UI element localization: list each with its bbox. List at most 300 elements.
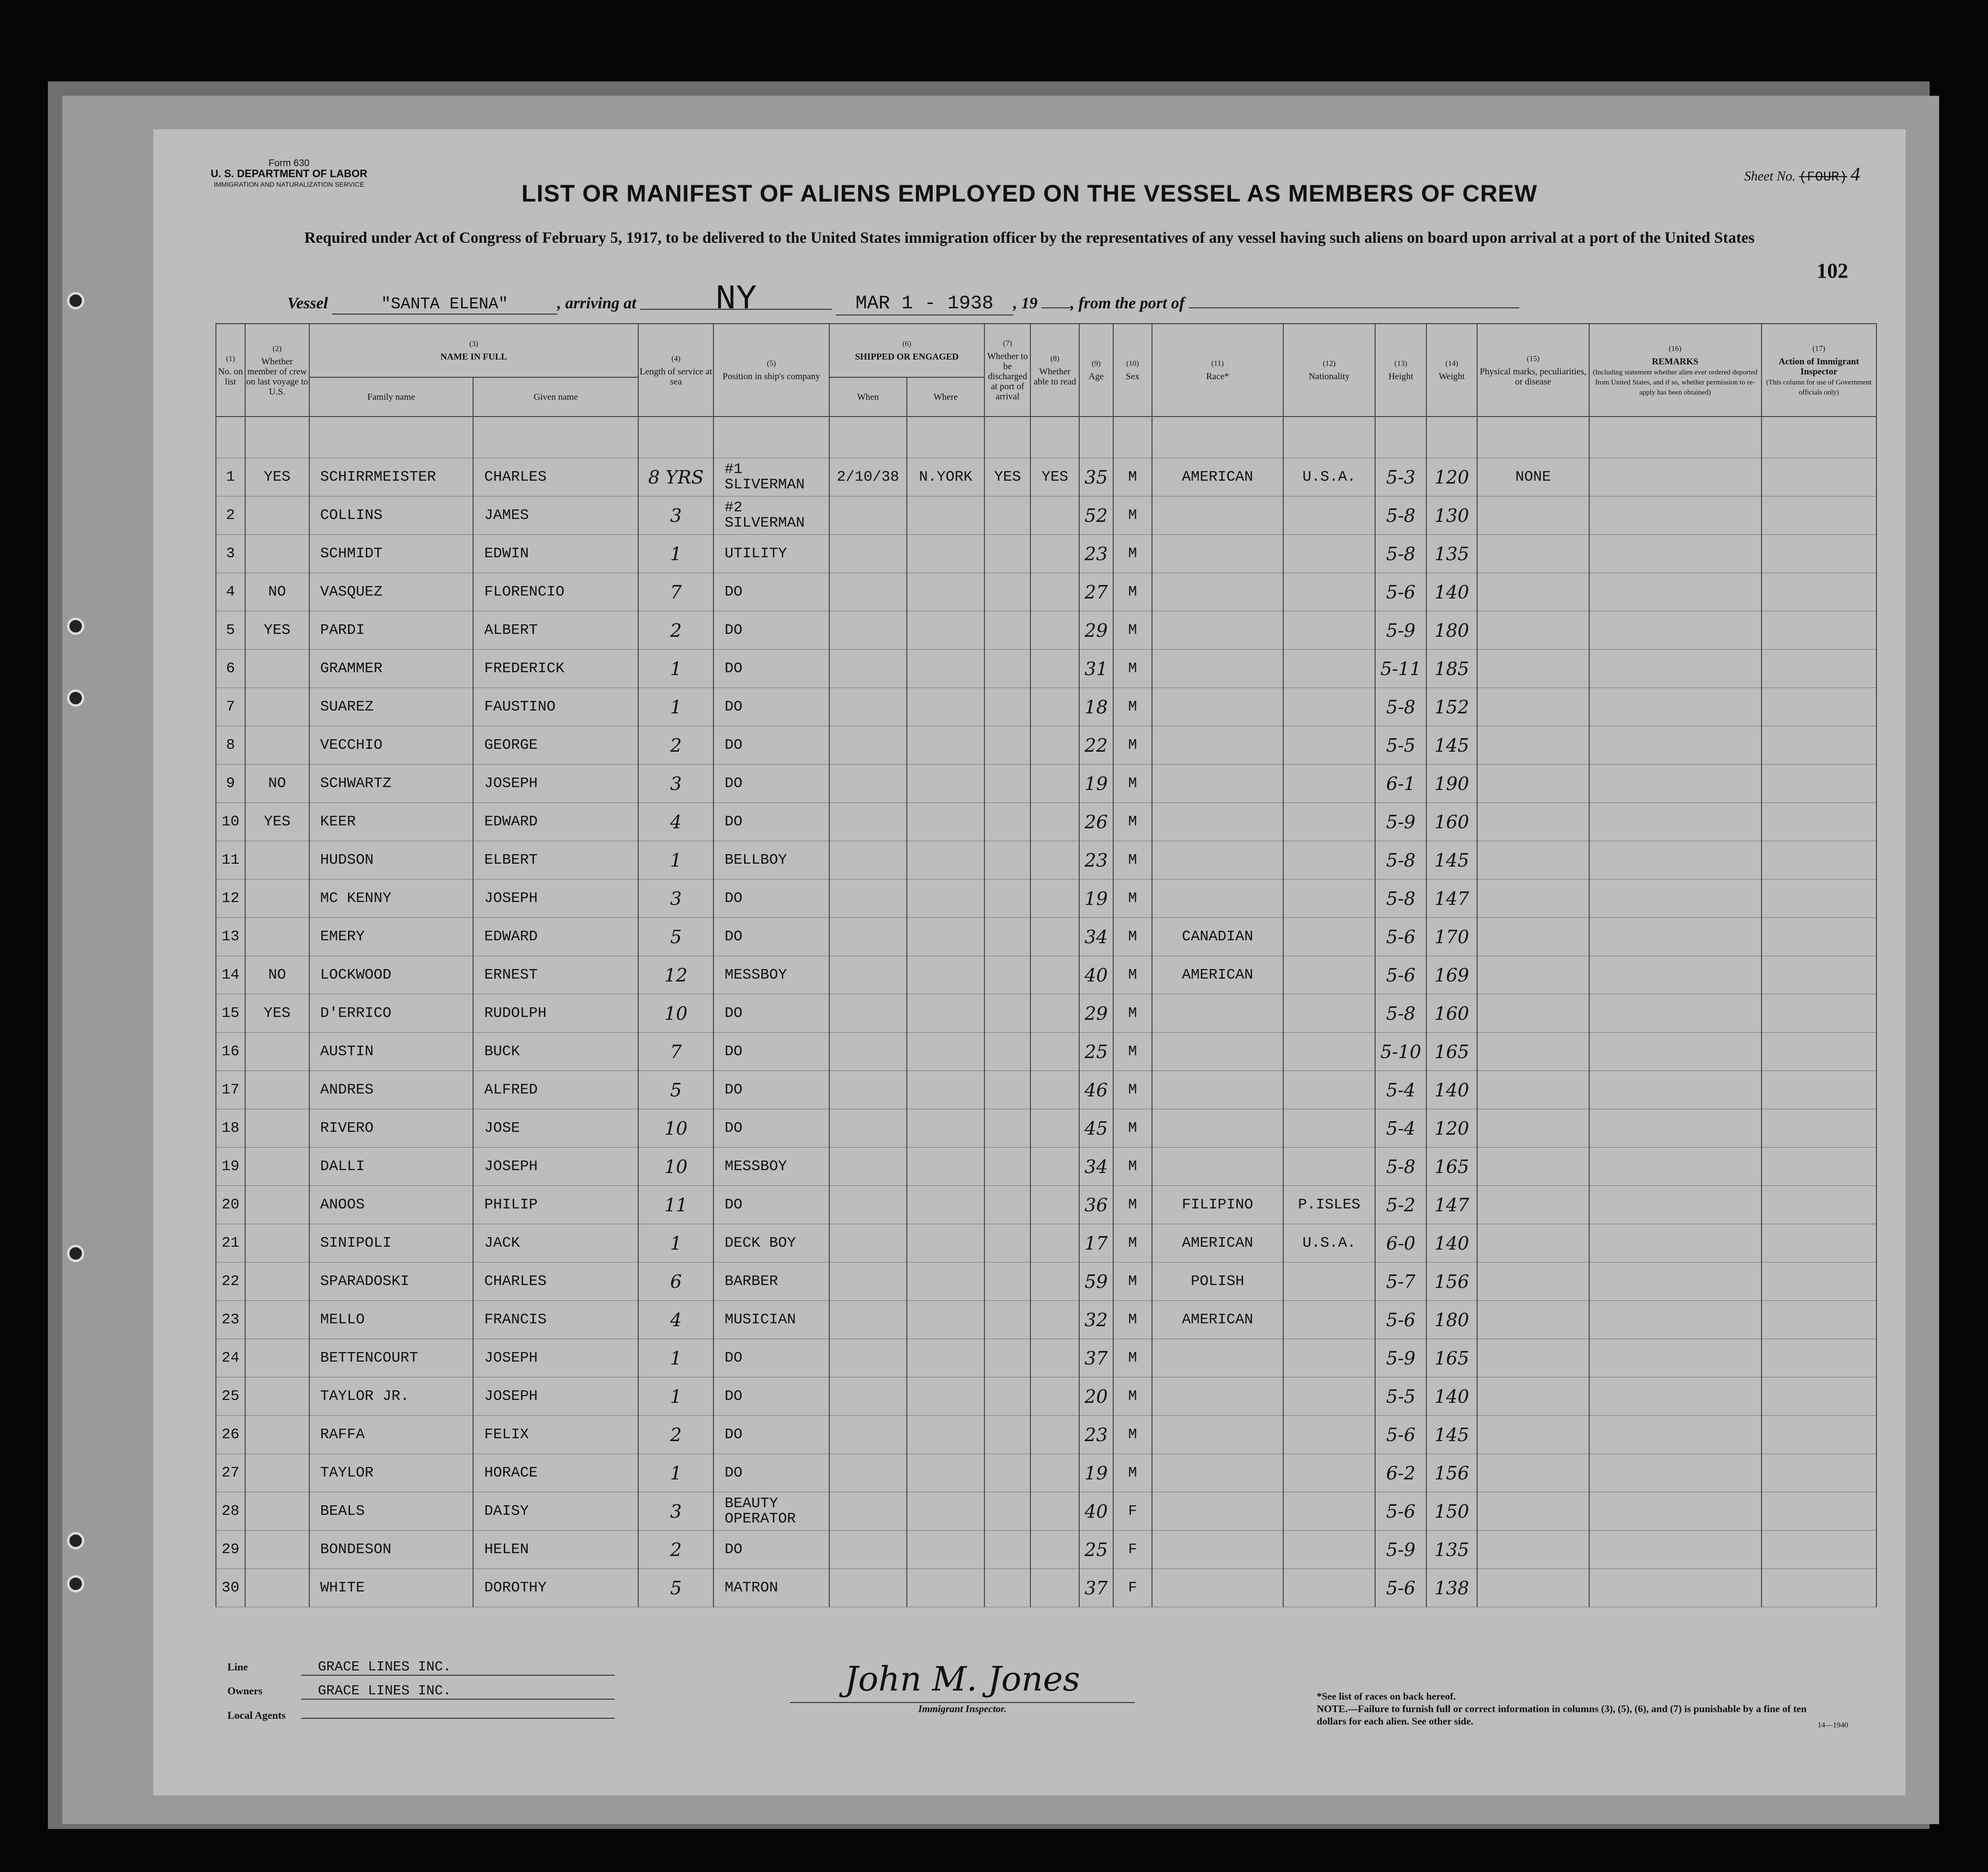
cell-family-name: KEER bbox=[309, 803, 474, 841]
cell-length-of-service: 1 bbox=[638, 1224, 713, 1263]
cell-position: DO bbox=[713, 1339, 829, 1377]
cell-position: MESSBOY bbox=[713, 956, 829, 994]
cell-remarks bbox=[1589, 688, 1762, 726]
binder-hole bbox=[67, 292, 84, 309]
empty-cell bbox=[1283, 417, 1376, 458]
table-row bbox=[216, 994, 1876, 1033]
cell-discharged bbox=[984, 994, 1030, 1033]
cell-given-name: ALBERT bbox=[473, 611, 638, 650]
cell-given-name: JOSE bbox=[473, 1109, 638, 1148]
cell-given-name: JOSEPH bbox=[473, 880, 638, 918]
cell-nationality bbox=[1283, 1569, 1376, 1607]
cell-where bbox=[907, 1186, 984, 1224]
owners-label: Owners bbox=[227, 1685, 263, 1697]
cell-able-to-read bbox=[1030, 1224, 1079, 1263]
header-when: When bbox=[829, 377, 907, 417]
cell-race bbox=[1152, 1569, 1283, 1607]
empty-cell bbox=[907, 417, 984, 458]
cell-where bbox=[907, 1148, 984, 1186]
cell-position: DO bbox=[713, 880, 829, 918]
cell-age: 46 bbox=[1079, 1071, 1113, 1109]
table-row bbox=[216, 1416, 1876, 1454]
cell-where bbox=[907, 688, 984, 726]
cell-length-of-service: 3 bbox=[638, 496, 713, 535]
cell-age: 22 bbox=[1079, 726, 1113, 765]
cell-position: BEAUTY OPERATOR bbox=[713, 1492, 829, 1531]
cell-weight: 160 bbox=[1426, 994, 1477, 1033]
cell-height: 5-8 bbox=[1375, 994, 1426, 1033]
cell-race bbox=[1152, 994, 1283, 1033]
cell-last-voyage bbox=[245, 1071, 309, 1109]
cell-family-name: SINIPOLI bbox=[309, 1224, 474, 1263]
cell-weight: 120 bbox=[1426, 1109, 1477, 1148]
table-row bbox=[216, 573, 1876, 611]
penalty-note: NOTE.—Failure to furnish full or correct information in columns (3), (5), (6), and (7) is punishable by a fine of ten dollars for each alien. See other side. bbox=[1317, 1703, 1807, 1727]
cell-sex: M bbox=[1113, 803, 1152, 841]
cell-no: 6 bbox=[216, 650, 245, 688]
cell-race: AMERICAN bbox=[1152, 1301, 1283, 1339]
cell-no: 22 bbox=[216, 1263, 245, 1301]
cell-no: 28 bbox=[216, 1492, 245, 1531]
cell-physical-marks bbox=[1477, 1454, 1589, 1492]
cell-last-voyage: YES bbox=[245, 458, 309, 496]
cell-remarks bbox=[1589, 1263, 1762, 1301]
cell-age: 32 bbox=[1079, 1301, 1113, 1339]
cell-inspector-action bbox=[1762, 496, 1876, 535]
cell-where bbox=[907, 841, 984, 880]
cell-weight: 140 bbox=[1426, 1071, 1477, 1109]
cell-inspector-action bbox=[1762, 458, 1876, 496]
cell-nationality bbox=[1283, 841, 1376, 880]
cell-family-name: RAFFA bbox=[309, 1416, 474, 1454]
table-row bbox=[216, 880, 1876, 918]
cell-height: 5-9 bbox=[1375, 803, 1426, 841]
header-height: (13) Height bbox=[1375, 324, 1426, 417]
cell-race bbox=[1152, 841, 1283, 880]
table-row bbox=[216, 1224, 1876, 1263]
cell-last-voyage bbox=[245, 1263, 309, 1301]
cell-no: 9 bbox=[216, 765, 245, 803]
cell-physical-marks bbox=[1477, 1033, 1589, 1071]
cell-physical-marks bbox=[1477, 1071, 1589, 1109]
cell-race bbox=[1152, 1033, 1283, 1071]
header-last-voyage: (2) Whether member of crew on last voyage to U.S. bbox=[245, 324, 309, 417]
cell-sex: F bbox=[1113, 1569, 1152, 1607]
cell-age: 19 bbox=[1079, 1454, 1113, 1492]
cell-when bbox=[829, 535, 907, 573]
cell-where bbox=[907, 1416, 984, 1454]
cell-discharged bbox=[984, 1071, 1030, 1109]
cell-weight: 145 bbox=[1426, 726, 1477, 765]
cell-age: 34 bbox=[1079, 918, 1113, 956]
cell-sex: M bbox=[1113, 1454, 1152, 1492]
cell-when bbox=[829, 1033, 907, 1071]
cell-nationality bbox=[1283, 1109, 1376, 1148]
cell-remarks bbox=[1589, 1301, 1762, 1339]
cell-nationality bbox=[1283, 1263, 1376, 1301]
cell-nationality bbox=[1283, 535, 1376, 573]
cell-when bbox=[829, 573, 907, 611]
cell-given-name: FLORENCIO bbox=[473, 573, 638, 611]
sheet-value: (FOUR) bbox=[1799, 170, 1847, 185]
cell-age: 40 bbox=[1079, 956, 1113, 994]
cell-last-voyage bbox=[245, 1454, 309, 1492]
empty-cell bbox=[1426, 417, 1477, 458]
cell-nationality bbox=[1283, 496, 1376, 535]
cell-when bbox=[829, 994, 907, 1033]
cell-sex: M bbox=[1113, 1377, 1152, 1416]
cell-length-of-service: 4 bbox=[638, 1301, 713, 1339]
cell-length-of-service: 12 bbox=[638, 956, 713, 994]
cell-position: DO bbox=[713, 1377, 829, 1416]
table-row bbox=[216, 1071, 1876, 1109]
cell-family-name: SUAREZ bbox=[309, 688, 474, 726]
cell-remarks bbox=[1589, 880, 1762, 918]
cell-remarks bbox=[1589, 1531, 1762, 1569]
table-row bbox=[216, 688, 1876, 726]
empty-cell bbox=[638, 417, 713, 458]
cell-position: DO bbox=[713, 1454, 829, 1492]
cell-where bbox=[907, 1377, 984, 1416]
cell-remarks bbox=[1589, 496, 1762, 535]
cell-inspector-action bbox=[1762, 1531, 1876, 1569]
cell-able-to-read bbox=[1030, 1454, 1079, 1492]
inspector-label: Immigrant Inspector. bbox=[918, 1703, 1007, 1714]
cell-position: BELLBOY bbox=[713, 841, 829, 880]
cell-able-to-read bbox=[1030, 496, 1079, 535]
cell-remarks bbox=[1589, 458, 1762, 496]
cell-when bbox=[829, 1186, 907, 1224]
cell-length-of-service: 1 bbox=[638, 535, 713, 573]
cell-able-to-read: YES bbox=[1030, 458, 1079, 496]
header-age: (9) Age bbox=[1079, 324, 1113, 417]
cell-last-voyage bbox=[245, 496, 309, 535]
cell-last-voyage: YES bbox=[245, 994, 309, 1033]
cell-weight: 185 bbox=[1426, 650, 1477, 688]
cell-sex: M bbox=[1113, 458, 1152, 496]
cell-physical-marks bbox=[1477, 765, 1589, 803]
cell-remarks bbox=[1589, 1186, 1762, 1224]
table-row bbox=[216, 1531, 1876, 1569]
cell-weight: 165 bbox=[1426, 1033, 1477, 1071]
header-sex: (10) Sex bbox=[1113, 324, 1152, 417]
cell-nationality bbox=[1283, 1377, 1376, 1416]
cell-where bbox=[907, 994, 984, 1033]
cell-race bbox=[1152, 1339, 1283, 1377]
cell-given-name: JOSEPH bbox=[473, 1339, 638, 1377]
header-shipped-or-engaged: (6) SHIPPED OR ENGAGED bbox=[829, 324, 984, 377]
cell-sex: M bbox=[1113, 611, 1152, 650]
cell-length-of-service: 7 bbox=[638, 573, 713, 611]
cell-position: MUSICIAN bbox=[713, 1301, 829, 1339]
cell-position: DO bbox=[713, 688, 829, 726]
cell-height: 5-9 bbox=[1375, 1339, 1426, 1377]
cell-age: 37 bbox=[1079, 1569, 1113, 1607]
cell-height: 5-8 bbox=[1375, 496, 1426, 535]
cell-physical-marks bbox=[1477, 1148, 1589, 1186]
cell-no: 30 bbox=[216, 1569, 245, 1607]
cell-physical-marks bbox=[1477, 650, 1589, 688]
table-row bbox=[216, 1263, 1876, 1301]
cell-height: 6-2 bbox=[1375, 1454, 1426, 1492]
cell-remarks bbox=[1589, 803, 1762, 841]
cell-able-to-read bbox=[1030, 1377, 1079, 1416]
cell-able-to-read bbox=[1030, 1109, 1079, 1148]
cell-remarks bbox=[1589, 1416, 1762, 1454]
cell-where bbox=[907, 650, 984, 688]
empty-cell bbox=[1375, 417, 1426, 458]
cell-able-to-read bbox=[1030, 611, 1079, 650]
department-name: U. S. DEPARTMENT OF LABOR bbox=[211, 168, 368, 180]
cell-when bbox=[829, 1492, 907, 1531]
binder-hole bbox=[67, 1245, 84, 1262]
cell-family-name: DALLI bbox=[309, 1148, 474, 1186]
cell-age: 37 bbox=[1079, 1339, 1113, 1377]
cell-able-to-read bbox=[1030, 1339, 1079, 1377]
cell-age: 20 bbox=[1079, 1377, 1113, 1416]
cell-sex: M bbox=[1113, 726, 1152, 765]
voyage-line bbox=[287, 280, 1519, 319]
cell-race bbox=[1152, 650, 1283, 688]
cell-physical-marks bbox=[1477, 1263, 1589, 1301]
header-position: (5) Position in ship's company bbox=[713, 324, 829, 417]
cell-when bbox=[829, 1148, 907, 1186]
cell-age: 29 bbox=[1079, 611, 1113, 650]
cell-length-of-service: 2 bbox=[638, 1416, 713, 1454]
cell-length-of-service: 10 bbox=[638, 994, 713, 1033]
cell-last-voyage bbox=[245, 1301, 309, 1339]
cell-where bbox=[907, 1531, 984, 1569]
binder-hole bbox=[67, 618, 84, 635]
cell-physical-marks bbox=[1477, 1569, 1589, 1607]
cell-last-voyage bbox=[245, 1148, 309, 1186]
cell-length-of-service: 2 bbox=[638, 726, 713, 765]
cell-inspector-action bbox=[1762, 1148, 1876, 1186]
cell-able-to-read bbox=[1030, 1492, 1079, 1531]
cell-last-voyage bbox=[245, 1224, 309, 1263]
cell-position: DO bbox=[713, 765, 829, 803]
cell-sex: M bbox=[1113, 1416, 1152, 1454]
cell-length-of-service: 5 bbox=[638, 1071, 713, 1109]
header-no: (1) No. on list bbox=[216, 324, 245, 417]
cell-age: 29 bbox=[1079, 994, 1113, 1033]
cell-nationality bbox=[1283, 765, 1376, 803]
cell-height: 5-4 bbox=[1375, 1071, 1426, 1109]
cell-no: 11 bbox=[216, 841, 245, 880]
cell-family-name: ANOOS bbox=[309, 1186, 474, 1224]
cell-height: 5-8 bbox=[1375, 688, 1426, 726]
cell-nationality bbox=[1283, 1148, 1376, 1186]
empty-cell bbox=[216, 417, 245, 458]
cell-physical-marks bbox=[1477, 1301, 1589, 1339]
from-label: , from the port of bbox=[1070, 294, 1185, 312]
cell-when bbox=[829, 1531, 907, 1569]
header-given-name: Given name bbox=[473, 377, 638, 417]
binder-hole bbox=[67, 1575, 84, 1592]
cell-nationality bbox=[1283, 726, 1376, 765]
cell-weight: 190 bbox=[1426, 765, 1477, 803]
cell-family-name: BETTENCOURT bbox=[309, 1339, 474, 1377]
binder-hole bbox=[67, 689, 84, 707]
cell-length-of-service: 1 bbox=[638, 841, 713, 880]
cell-last-voyage bbox=[245, 1339, 309, 1377]
cell-family-name: ANDRES bbox=[309, 1071, 474, 1109]
cell-able-to-read bbox=[1030, 994, 1079, 1033]
cell-family-name: SCHMIDT bbox=[309, 535, 474, 573]
cell-inspector-action bbox=[1762, 1569, 1876, 1607]
cell-length-of-service: 11 bbox=[638, 1186, 713, 1224]
cell-able-to-read bbox=[1030, 573, 1079, 611]
cell-race bbox=[1152, 1454, 1283, 1492]
cell-physical-marks bbox=[1477, 496, 1589, 535]
cell-physical-marks bbox=[1477, 956, 1589, 994]
cell-physical-marks bbox=[1477, 841, 1589, 880]
cell-race bbox=[1152, 1416, 1283, 1454]
cell-height: 5-6 bbox=[1375, 1569, 1426, 1607]
arrival-port: NY bbox=[640, 290, 832, 310]
empty-cell bbox=[309, 417, 474, 458]
cell-given-name: JAMES bbox=[473, 496, 638, 535]
cell-when bbox=[829, 688, 907, 726]
cell-physical-marks bbox=[1477, 1531, 1589, 1569]
empty-cell bbox=[473, 417, 638, 458]
cell-able-to-read bbox=[1030, 880, 1079, 918]
empty-cell bbox=[1589, 417, 1762, 458]
cell-position: DO bbox=[713, 611, 829, 650]
cell-physical-marks bbox=[1477, 688, 1589, 726]
cell-position: DO bbox=[713, 726, 829, 765]
cell-inspector-action bbox=[1762, 956, 1876, 994]
cell-inspector-action bbox=[1762, 1109, 1876, 1148]
cell-where: N.YORK bbox=[907, 458, 984, 496]
table-row bbox=[216, 458, 1876, 496]
cell-length-of-service: 5 bbox=[638, 1569, 713, 1607]
cell-height: 5-8 bbox=[1375, 1148, 1426, 1186]
cell-weight: 160 bbox=[1426, 803, 1477, 841]
header-inspector-action: (17) Action of Immigrant Inspector (This column for use of Government officials only) bbox=[1762, 324, 1876, 417]
cell-when bbox=[829, 956, 907, 994]
cell-able-to-read bbox=[1030, 1263, 1079, 1301]
cell-height: 5-6 bbox=[1375, 1492, 1426, 1531]
cell-family-name: AUSTIN bbox=[309, 1033, 474, 1071]
cell-height: 5-8 bbox=[1375, 535, 1426, 573]
line-label: Line bbox=[227, 1661, 248, 1673]
cell-family-name: WHITE bbox=[309, 1569, 474, 1607]
crew-manifest-table bbox=[215, 323, 1877, 1607]
cell-height: 5-6 bbox=[1375, 573, 1426, 611]
cell-height: 5-6 bbox=[1375, 956, 1426, 994]
cell-sex: M bbox=[1113, 535, 1152, 573]
cell-height: 5-6 bbox=[1375, 1301, 1426, 1339]
cell-age: 25 bbox=[1079, 1033, 1113, 1071]
cell-given-name: FRANCIS bbox=[473, 1301, 638, 1339]
cell-sex: M bbox=[1113, 1301, 1152, 1339]
cell-age: 52 bbox=[1079, 496, 1113, 535]
cell-remarks bbox=[1589, 611, 1762, 650]
cell-discharged bbox=[984, 1339, 1030, 1377]
cell-position: DO bbox=[713, 803, 829, 841]
cell-no: 24 bbox=[216, 1339, 245, 1377]
cell-able-to-read bbox=[1030, 765, 1079, 803]
cell-able-to-read bbox=[1030, 803, 1079, 841]
cell-physical-marks bbox=[1477, 1377, 1589, 1416]
cell-able-to-read bbox=[1030, 1531, 1079, 1569]
cell-inspector-action bbox=[1762, 1186, 1876, 1224]
cell-inspector-action bbox=[1762, 535, 1876, 573]
cell-family-name: TAYLOR JR. bbox=[309, 1377, 474, 1416]
cell-height: 5-5 bbox=[1375, 1377, 1426, 1416]
cell-sex: M bbox=[1113, 1109, 1152, 1148]
cell-family-name: TAYLOR bbox=[309, 1454, 474, 1492]
cell-where bbox=[907, 803, 984, 841]
cell-family-name: BONDESON bbox=[309, 1531, 474, 1569]
cell-last-voyage bbox=[245, 918, 309, 956]
cell-race bbox=[1152, 1071, 1283, 1109]
cell-weight: 140 bbox=[1426, 573, 1477, 611]
empty-cell bbox=[1113, 417, 1152, 458]
cell-remarks bbox=[1589, 841, 1762, 880]
cell-given-name: JOSEPH bbox=[473, 1148, 638, 1186]
cell-able-to-read bbox=[1030, 688, 1079, 726]
cell-when bbox=[829, 496, 907, 535]
cell-age: 23 bbox=[1079, 1416, 1113, 1454]
cell-sex: M bbox=[1113, 956, 1152, 994]
cell-remarks bbox=[1589, 1033, 1762, 1071]
cell-height: 5-3 bbox=[1375, 458, 1426, 496]
cell-no: 12 bbox=[216, 880, 245, 918]
cell-given-name: FELIX bbox=[473, 1416, 638, 1454]
cell-position: DO bbox=[713, 1186, 829, 1224]
cell-length-of-service: 10 bbox=[638, 1148, 713, 1186]
cell-physical-marks bbox=[1477, 573, 1589, 611]
cell-weight: 169 bbox=[1426, 956, 1477, 994]
cell-last-voyage bbox=[245, 688, 309, 726]
cell-inspector-action bbox=[1762, 611, 1876, 650]
cell-remarks bbox=[1589, 956, 1762, 994]
footer-owners bbox=[227, 1683, 615, 1700]
cell-given-name: CHARLES bbox=[473, 1263, 638, 1301]
cell-weight: 180 bbox=[1426, 1301, 1477, 1339]
cell-position: DO bbox=[713, 918, 829, 956]
cell-last-voyage bbox=[245, 1377, 309, 1416]
page-subtitle: Required under Act of Congress of February 5, 1917, to be delivered to the United States immigration officer by the representatives of any vessel having such aliens on board upon arrival at a port of the United States bbox=[304, 229, 1755, 247]
inspector-signature: John M. Jones bbox=[790, 1657, 1135, 1703]
cell-last-voyage bbox=[245, 1492, 309, 1531]
cell-given-name: ERNEST bbox=[473, 956, 638, 994]
cell-inspector-action bbox=[1762, 994, 1876, 1033]
cell-race bbox=[1152, 573, 1283, 611]
cell-length-of-service: 1 bbox=[638, 1339, 713, 1377]
cell-sex: M bbox=[1113, 994, 1152, 1033]
cell-where bbox=[907, 1301, 984, 1339]
cell-sex: M bbox=[1113, 1148, 1152, 1186]
cell-race bbox=[1152, 1377, 1283, 1416]
cell-physical-marks bbox=[1477, 1492, 1589, 1531]
cell-remarks bbox=[1589, 918, 1762, 956]
cell-age: 19 bbox=[1079, 765, 1113, 803]
cell-inspector-action bbox=[1762, 1377, 1876, 1416]
cell-when bbox=[829, 803, 907, 841]
cell-given-name: GEORGE bbox=[473, 726, 638, 765]
cell-nationality bbox=[1283, 1531, 1376, 1569]
cell-no: 16 bbox=[216, 1033, 245, 1071]
cell-nationality: P.ISLES bbox=[1283, 1186, 1376, 1224]
cell-age: 18 bbox=[1079, 688, 1113, 726]
table-row bbox=[216, 918, 1876, 956]
table-row bbox=[216, 726, 1876, 765]
cell-length-of-service: 1 bbox=[638, 1454, 713, 1492]
table-row bbox=[216, 841, 1876, 880]
